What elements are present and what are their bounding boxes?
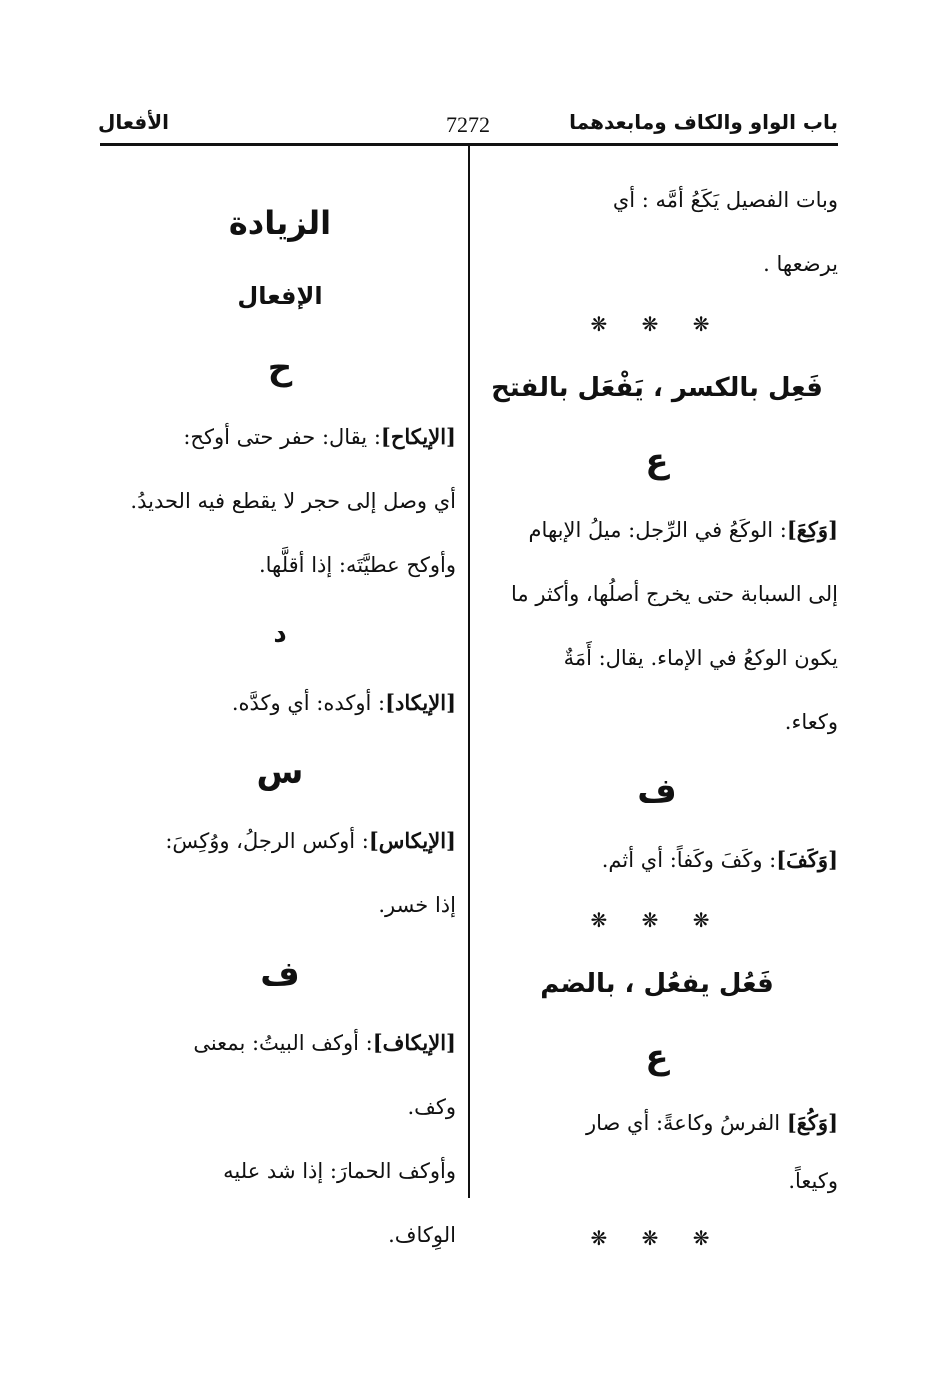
intro-line: يرضعها . (763, 252, 838, 276)
entry-line: وأوكح عطيَّتَه: إذا أقلَّها. (258, 553, 456, 577)
entry-line: وكيعاً. (788, 1169, 838, 1193)
entry-line (476, 498, 838, 562)
entry-line: وأوكف الحمارَ: إذا شد عليه (223, 1159, 456, 1183)
section-title: الأفعال (98, 110, 169, 134)
right-column (476, 168, 838, 1266)
verb-pattern-heading: فَعِل بالكسر ، يَفْعَل بالفتح (491, 373, 823, 403)
entry-term: [وَكَفَ] (776, 847, 838, 872)
entry-line (476, 828, 838, 892)
entry-text: : الوكَعُ في الرِّجل: ميلُ الإبهام (528, 518, 787, 542)
entry-line: يكون الوكعُ في الإماء. يقال: أَمَةٌ (563, 646, 838, 670)
verb-pattern-heading: فَعُل يفعُل ، بالضم (540, 969, 774, 999)
letter-heading: س (256, 752, 304, 792)
entry-text: الفرسُ وكاعةً: أي صار (585, 1111, 781, 1135)
entry-line: الوِكاف. (388, 1223, 456, 1247)
letter-heading: ح (267, 348, 293, 388)
entry-line (104, 809, 456, 873)
entry-term: [الإيكاد] (385, 690, 456, 715)
stars-divider: ❋ ❋ ❋ (590, 312, 724, 336)
entry-text: : أوكده: أي وكدَّه. (231, 691, 386, 715)
entry-text: : وكَفَ وكَفاً: أي أثم. (601, 848, 777, 872)
entry-term: [وَكِعَ] (786, 517, 838, 542)
entry-term: [وَكُعَ] (786, 1110, 838, 1135)
stars-divider: ❋ ❋ ❋ (590, 908, 724, 932)
entry-text: : يقال: حفر حتى أوكح: (183, 425, 381, 449)
entry-line: وكعاء. (784, 710, 838, 734)
section-heading: الإفعال (237, 282, 323, 310)
column-divider (468, 146, 470, 1198)
left-column (104, 185, 456, 1267)
entry-line (104, 671, 456, 735)
letter-heading: ع (645, 441, 669, 481)
intro-line: وبات الفصيل يَكَعُ أمَّه : أي (612, 188, 838, 212)
page-number: 7272 (446, 112, 490, 137)
page-header (98, 104, 838, 144)
entry-line: إذا خسر. (378, 893, 456, 917)
letter-heading: ف (637, 771, 677, 811)
letter-heading: د (273, 619, 287, 649)
chapter-title: باب الواو والكاف ومابعدهما (569, 110, 838, 134)
entry-line: وكف. (407, 1095, 456, 1119)
entry-text: : أوكس الرجلُ، ووُكِسَ: (165, 829, 369, 853)
entry-term: [الإيكاس] (368, 828, 456, 853)
entry-line: إلى السبابة حتى يخرج أصلُها، وأكثر ما (511, 582, 838, 606)
entry-term: [الإيكاح] (380, 424, 456, 449)
letter-heading: ع (645, 1037, 669, 1077)
letter-heading: ف (260, 954, 300, 994)
stars-divider: ❋ ❋ ❋ (590, 1226, 724, 1250)
entry-line (104, 405, 456, 469)
chapter-heading: الزيادة (228, 204, 332, 242)
entry-line (104, 1011, 456, 1075)
entry-term: [الإيكاف] (372, 1030, 456, 1055)
entry-line: أي وصل إلى حجر لا يقطع فيه الحديدُ. (130, 489, 456, 513)
entry-text: : أوكف البيتُ: بمعنى (193, 1031, 373, 1055)
entry-line (476, 1094, 838, 1152)
